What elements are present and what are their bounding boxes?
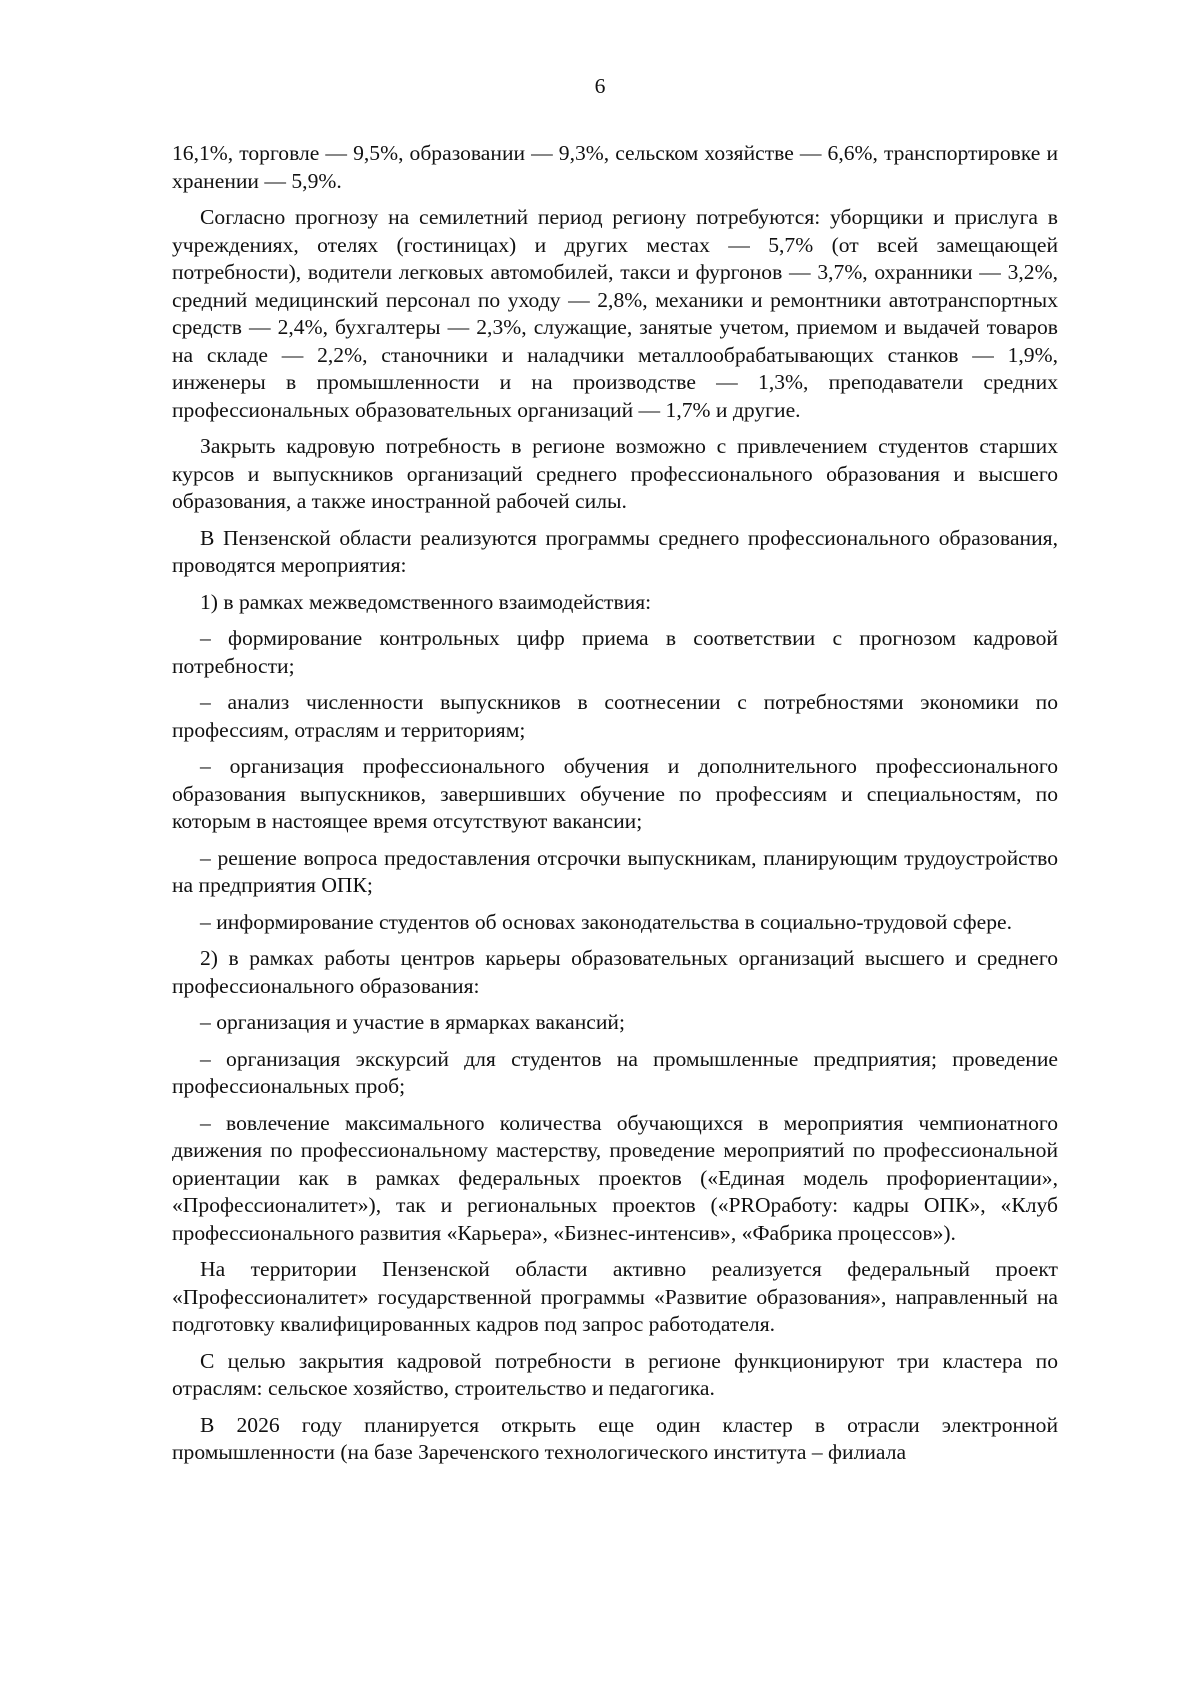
paragraph-professionalitet: На территории Пензенской области активно реализуется федеральный проект «Профессионалитет» государственной программы «Развитие образования», направленный на подготовку квалифицированных кадров под запрос работодателя. (172, 1257, 1058, 1336)
list-item: – организация профессионального обучения и дополнительного профессионального образования выпускников, завершивших обучение по профессиям и специальностям, по которым в настоящее время отсутствуют вакансии; (172, 754, 1058, 833)
paragraph-forecast: Согласно прогнозу на семилетний период региону потребуются: уборщики и прислуга в учреждениях, отелях (гостиницах) и других местах — 5,7% (от всей замещающей потребности), водители легковых автомобилей, такси и фургонов — 3,7%, охранники — 3,2%, средний медицинский персонал по уходу — 2,8%, механики и ремонтники автотранспортных средств — 2,4%, бухгалтеры — 2,3%, служащие, занятые учетом, приемом и выдачей товаров на складе — 2,2%, станочники и наладчики металлообрабатывающих станков — 1,9%, инженеры в промышленности и на производстве — 1,3%, преподаватели средних профессиональных образовательных организаций — 1,7% и другие. (172, 205, 1058, 422)
list-item: – анализ численности выпускников в соотнесении с потребностями экономики по профессиям, отраслям и территориям; (172, 690, 1058, 742)
list-item: – организация и участие в ярмарках вакансий; (200, 1010, 625, 1034)
list-item: – решение вопроса предоставления отсрочки выпускникам, планирующим трудоустройство на предприятия ОПК; (172, 845, 1058, 897)
list-heading-career-centers: 2) в рамках работы центров карьеры образовательных организаций высшего и среднего профессионального образования: (172, 946, 1058, 998)
list-item: – информирование студентов об основах законодательства в социально-трудовой сфере. (200, 909, 1013, 934)
paragraph-new-cluster: В 2026 году планируется открыть еще один кластер в отрасли электронной промышленности (на базе Зареченского технологического института – филиала (172, 1412, 1058, 1464)
list-item: – формирование контрольных цифр приема в соответствии с прогнозом кадровой потребности; (172, 626, 1058, 678)
paragraph-staffing: Закрыть кадровую потребность в регионе возможно с привлечением студентов старших курсов и выпускников организаций среднего профессионального образования и высшего образования, а также иностранной рабочей силы. (172, 434, 1058, 513)
document-body (172, 140, 1058, 1476)
list-item: – организация экскурсий для студентов на промышленные предприятия; проведение профессиональных проб; (172, 1046, 1058, 1098)
list-heading-interagency: 1) в рамках межведомственного взаимодействия: (200, 589, 652, 614)
paragraph-continuation: 16,1%, торговле — 9,5%, образовании — 9,3%, сельском хозяйстве — 6,6%, транспортировке и хранении — 5,9%. (172, 141, 1058, 193)
paragraph-clusters: С целью закрытия кадровой потребности в регионе функционируют три кластера по отраслям: сельское хозяйство, строительство и педагогика. (172, 1348, 1058, 1400)
paragraph-programs-intro: В Пензенской области реализуются программы среднего профессионального образования, проводятся мероприятия: (172, 525, 1058, 577)
list-item: – вовлечение максимального количества обучающихся в мероприятия чемпионатного движения по профессиональному мастерству, проведение мероприятий по профессиональной ориентации как в рамках федеральных проектов («Единая модель профориентации», «Профессионалитет»), так и региональных проектов («PROработу: кадры ОПК», «Клуб профессионального развития «Карьера», «Бизнес-интенсив», «Фабрика процессов»). (172, 1110, 1058, 1245)
page-number: 6 (594, 74, 606, 98)
